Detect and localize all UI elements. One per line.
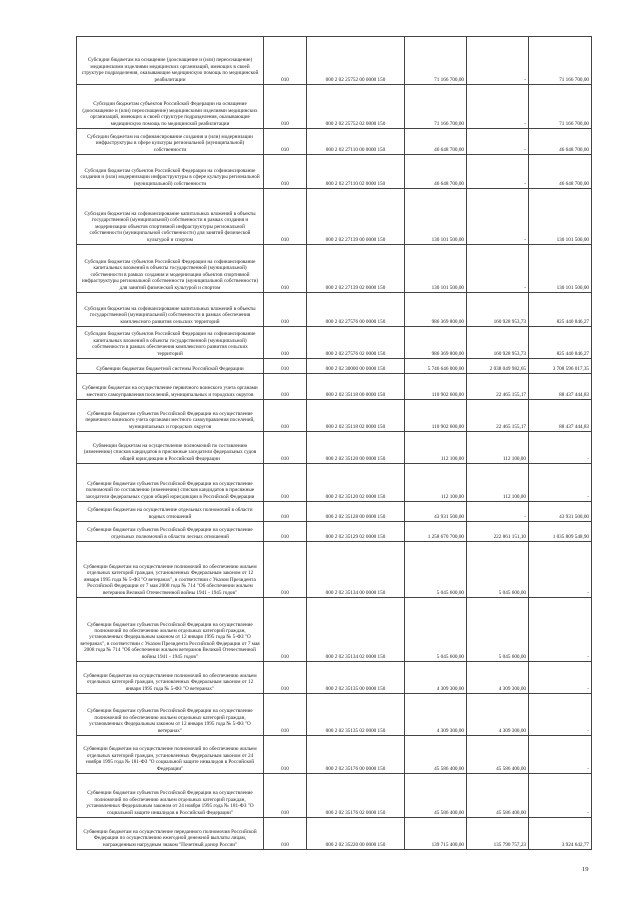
row-executed-amount: -: [467, 37, 529, 85]
row-remainder-amount: 1 035 809 548,90: [529, 522, 592, 542]
row-classification-code: 000 2 02 35129 02 0000 150: [307, 522, 405, 542]
row-classification-code: 000 2 02 35118 00 0000 150: [307, 374, 405, 400]
row-remainder-amount: -: [529, 694, 592, 736]
row-executed-amount: 45 586 400,00: [467, 736, 529, 774]
table-row: [77, 598, 592, 662]
row-remainder-amount: 825 440 846,27: [529, 327, 592, 359]
row-executed-amount: 160 928 953,73: [467, 327, 529, 359]
row-approved-amount: 46 648 700,00: [405, 155, 467, 189]
row-approved-amount: 45 586 400,00: [405, 774, 467, 818]
row-line-code: 010: [264, 598, 307, 662]
row-approved-amount: 110 902 600,00: [405, 374, 467, 400]
row-approved-amount: 130 101 500,00: [405, 245, 467, 293]
row-approved-amount: 986 369 800,00: [405, 327, 467, 359]
row-classification-code: 000 2 02 35220 00 0000 150: [307, 818, 405, 850]
row-description: Субвенции бюджетам на осуществление переданного полномочия Российской Федерации по осуществлению ежегодной денежной выплаты лицам, награжденным нагрудным знаком "Почетный донор России": [77, 818, 264, 850]
row-description: Субсидии бюджетам субъектов Российской Федерации на оснащение (дооснащение и (или) переоснащение) медицинскими изделиями медицинских организаций, имеющих в своей структуре подразделения, оказывающие медицинскую помощь по медицинской реабилитации: [77, 85, 264, 129]
row-classification-code: 000 2 02 35134 00 0000 150: [307, 542, 405, 598]
table-row: [77, 774, 592, 818]
table-row: [77, 37, 592, 85]
row-approved-amount: 112 100,00: [405, 464, 467, 502]
row-description: Субсидии бюджетам на софинансирование капитальных вложений в объекты государственной (муниципальной) собственности в рамках создания и модернизации объектов спортивной инфраструктуры региональной собственности (муниципальной собственности) для занятий физической культурой и спортом: [77, 189, 264, 245]
row-remainder-amount: 71 166 700,00: [529, 85, 592, 129]
row-approved-amount: 46 648 700,00: [405, 129, 467, 155]
row-approved-amount: 4 309 300,00: [405, 662, 467, 694]
row-executed-amount: 4 309 300,00: [467, 694, 529, 736]
row-line-code: 010: [264, 432, 307, 464]
row-remainder-amount: -: [529, 542, 592, 598]
row-approved-amount: 4 309 300,00: [405, 694, 467, 736]
row-approved-amount: 110 902 600,00: [405, 400, 467, 432]
row-classification-code: 000 2 02 35120 00 0000 150: [307, 432, 405, 464]
row-executed-amount: -: [467, 129, 529, 155]
row-classification-code: 000 2 02 35120 02 0000 150: [307, 464, 405, 502]
row-line-code: 010: [264, 189, 307, 245]
row-classification-code: 000 2 02 27576 02 0000 150: [307, 327, 405, 359]
row-approved-amount: 71 166 700,00: [405, 37, 467, 85]
row-remainder-amount: 825 440 846,27: [529, 293, 592, 327]
row-classification-code: 000 2 02 35128 00 0000 150: [307, 502, 405, 522]
row-line-code: 010: [264, 662, 307, 694]
row-approved-amount: 1 258 670 700,00: [405, 522, 467, 542]
table-row: [77, 522, 592, 542]
row-executed-amount: 135 790 757,23: [467, 818, 529, 850]
row-line-code: 010: [264, 293, 307, 327]
row-executed-amount: 45 586 400,00: [467, 774, 529, 818]
table-row: [77, 155, 592, 189]
row-classification-code: 000 2 02 35176 02 0000 150: [307, 774, 405, 818]
table-row: [77, 85, 592, 129]
row-executed-amount: 112 100,00: [467, 464, 529, 502]
page-number: 19: [582, 866, 589, 873]
row-line-code: 010: [264, 245, 307, 293]
row-line-code: 010: [264, 464, 307, 502]
table-row: [77, 293, 592, 327]
row-executed-amount: 2 038 049 982,65: [467, 359, 529, 374]
row-classification-code: 000 2 02 35118 02 0000 150: [307, 400, 405, 432]
row-description: Субсидии бюджетам субъектов Российской Федерации на софинансирование создания и (или) модернизации инфраструктуры в сфере культуры региональной (муниципальной) собственности: [77, 155, 264, 189]
row-line-code: 010: [264, 400, 307, 432]
row-executed-amount: -: [467, 189, 529, 245]
table-row: [77, 736, 592, 774]
row-executed-amount: -: [467, 245, 529, 293]
row-executed-amount: 222 861 151,10: [467, 522, 529, 542]
row-description: Субвенции бюджетам на осуществление полномочий по составлению (изменению) списков кандидатов в присяжные заседатели федеральных судов общей юрисдикции в Российской Федерации: [77, 432, 264, 464]
row-approved-amount: 5 045 600,00: [405, 542, 467, 598]
row-classification-code: 000 2 02 27110 02 0000 150: [307, 155, 405, 189]
row-approved-amount: 45 586 400,00: [405, 736, 467, 774]
row-description: Субвенции бюджетам на осуществление полномочий по обеспечению жильем отдельных категорий граждан, установленных Федеральным законом от 12 января 1995 года № 5-ФЗ "О ветеранах", в соответствии с Указом Президента Российской Федерации от 7 мая 2008 года № 714 "Об обеспечении жильем ветеранов Великой Отечественной войны 1941 - 1945 годов": [77, 542, 264, 598]
row-executed-amount: 22 465 155,17: [467, 400, 529, 432]
table-row: [77, 327, 592, 359]
row-line-code: 010: [264, 736, 307, 774]
row-description: Субсидии бюджетам на софинансирование капитальных вложений в объекты государственной (муниципальной) собственности в рамках обеспечения комплексного развития сельских территорий: [77, 293, 264, 327]
row-line-code: 010: [264, 85, 307, 129]
row-description: Субвенции бюджетам на осуществление полномочий по обеспечению жильем отдельных категорий граждан, установленных Федеральным законом от 12 января 1995 года № 5-ФЗ "О ветеранах": [77, 662, 264, 694]
row-description: Субсидии бюджетам субъектов Российской Федерации на софинансирование капитальных вложений в объекты государственной (муниципальной) собственности в рамках обеспечения комплексного развития сельских территорий: [77, 327, 264, 359]
row-executed-amount: 5 045 600,00: [467, 542, 529, 598]
row-line-code: 010: [264, 502, 307, 522]
row-description: Субсидии бюджетам на софинансирование создания и (или) модернизации инфраструктуры в сфере культуры региональной (муниципальной) собственности: [77, 129, 264, 155]
row-executed-amount: 5 045 600,00: [467, 598, 529, 662]
row-executed-amount: -: [467, 85, 529, 129]
row-description: Субсидии бюджетам субъектов Российской Федерации на софинансирование капитальных вложений в объекты государственной (муниципальной) собственности в рамках создания и модернизации объектов спортивной инфраструктуры региональной собственности (муниципальной собственности) для занятий физической культурой и спортом: [77, 245, 264, 293]
row-executed-amount: 22 465 155,17: [467, 374, 529, 400]
row-remainder-amount: -: [529, 464, 592, 502]
row-description: Субсидии бюджетам на оснащение (дооснащение и (или) переоснащение) медицинскими изделиями медицинских организаций, имеющих в своей структуре подразделения, оказывающие медицинскую помощь по медицинской реабилитации: [77, 37, 264, 85]
row-classification-code: 000 2 02 35135 02 0000 150: [307, 694, 405, 736]
row-remainder-amount: 88 437 444,83: [529, 374, 592, 400]
table-row: [77, 374, 592, 400]
table-body: [77, 37, 592, 850]
table-row: [77, 662, 592, 694]
row-classification-code: 000 2 02 35134 02 0000 150: [307, 598, 405, 662]
table-row: [77, 189, 592, 245]
row-remainder-amount: -: [529, 774, 592, 818]
row-line-code: 010: [264, 374, 307, 400]
table-row: [77, 542, 592, 598]
row-approved-amount: 130 101 500,00: [405, 189, 467, 245]
row-executed-amount: 112 100,00: [467, 432, 529, 464]
row-classification-code: 000 2 02 30000 00 0000 150: [307, 359, 405, 374]
row-remainder-amount: 3 924 642,77: [529, 818, 592, 850]
row-remainder-amount: 46 648 700,00: [529, 129, 592, 155]
row-remainder-amount: 3 708 596 017,35: [529, 359, 592, 374]
row-description: Субвенции бюджетам бюджетной системы Российской Федерации: [77, 359, 264, 374]
row-description: Субвенции бюджетам субъектов Российской Федерации на осуществление отдельных полномочий в области лесных отношений: [77, 522, 264, 542]
row-description: Субвенции бюджетам субъектов Российской Федерации на осуществление полномочий по обеспечению жильем отдельных категорий граждан, установленных Федеральным законом от 12 января 1995 года № 5-ФЗ "О ветеранах", в соответствии с Указом Президента Российской Федерации от 7 мая 2008 года № 714 "Об обеспечении жильем ветеранов Великой Отечественной войны 1941 - 1945 годов": [77, 598, 264, 662]
row-approved-amount: 71 166 700,00: [405, 85, 467, 129]
table-row: [77, 502, 592, 522]
row-classification-code: 000 2 02 27139 00 0000 150: [307, 189, 405, 245]
row-classification-code: 000 2 02 35176 00 0000 150: [307, 736, 405, 774]
table-row: [77, 359, 592, 374]
row-description: Субвенции бюджетам на осуществление первичного воинского учета органами местного самоуправления поселений, муниципальных и городских округов: [77, 374, 264, 400]
row-remainder-amount: -: [529, 598, 592, 662]
row-classification-code: 000 2 02 27139 02 0000 150: [307, 245, 405, 293]
row-description: Субвенции бюджетам на осуществление отдельных полномочий в области водных отношений: [77, 502, 264, 522]
table-row: [77, 694, 592, 736]
row-line-code: 010: [264, 542, 307, 598]
row-description: Субвенции бюджетам на осуществление полномочий по обеспечению жильем отдельных категорий граждан, установленных Федеральным законом от 24 ноября 1995 года № 181-ФЗ "О социальной защите инвалидов в Российской Федерации": [77, 736, 264, 774]
row-line-code: 010: [264, 359, 307, 374]
budget-table: [76, 36, 592, 850]
row-line-code: 010: [264, 129, 307, 155]
row-classification-code: 000 2 02 35135 00 0000 150: [307, 662, 405, 694]
row-classification-code: 000 2 02 27576 00 0000 150: [307, 293, 405, 327]
row-line-code: 010: [264, 327, 307, 359]
row-description: Субвенции бюджетам субъектов Российской Федерации на осуществление полномочий по обеспечению жильем отдельных категорий граждан, установленных Федеральным законом от 12 января 1995 года № 5-ФЗ "О ветеранах": [77, 694, 264, 736]
row-line-code: 010: [264, 37, 307, 85]
row-description: Субвенции бюджетам субъектов Российской Федерации на осуществление полномочий по обеспечению жильем отдельных категорий граждан, установленных Федеральным законом от 24 ноября 1995 года № 181-ФЗ "О социальной защите инвалидов в Российской Федерации": [77, 774, 264, 818]
row-executed-amount: 4 309 300,00: [467, 662, 529, 694]
row-classification-code: 000 2 02 27110 00 0000 150: [307, 129, 405, 155]
row-approved-amount: 5 746 646 000,00: [405, 359, 467, 374]
row-description: Субвенции бюджетам субъектов Российской Федерации на осуществление полномочий по составлению (изменению) списков кандидатов в присяжные заседатели федеральных судов общей юрисдикции в Российской Федерации: [77, 464, 264, 502]
row-approved-amount: 139 715 400,00: [405, 818, 467, 850]
row-remainder-amount: 130 101 500,00: [529, 189, 592, 245]
row-executed-amount: -: [467, 155, 529, 189]
row-executed-amount: 160 928 953,73: [467, 293, 529, 327]
table-row: [77, 432, 592, 464]
row-remainder-amount: 43 931 500,00: [529, 502, 592, 522]
row-remainder-amount: 130 101 500,00: [529, 245, 592, 293]
row-description: Субвенции бюджетам субъектов Российской Федерации на осуществление первичного воинского учета органами местного самоуправления поселений, муниципальных и городских округов: [77, 400, 264, 432]
row-approved-amount: 5 045 600,00: [405, 598, 467, 662]
row-line-code: 010: [264, 818, 307, 850]
row-line-code: 010: [264, 694, 307, 736]
row-classification-code: 000 2 02 25752 02 0000 150: [307, 85, 405, 129]
table-row: [77, 400, 592, 432]
row-remainder-amount: -: [529, 662, 592, 694]
table-row: [77, 464, 592, 502]
row-remainder-amount: 71 166 700,00: [529, 37, 592, 85]
row-remainder-amount: 88 437 444,83: [529, 400, 592, 432]
row-approved-amount: 43 931 500,00: [405, 502, 467, 522]
row-classification-code: 000 2 02 25752 00 0000 150: [307, 37, 405, 85]
row-remainder-amount: -: [529, 432, 592, 464]
row-approved-amount: 112 100,00: [405, 432, 467, 464]
row-remainder-amount: -: [529, 736, 592, 774]
table-row: [77, 245, 592, 293]
row-line-code: 010: [264, 522, 307, 542]
table-row: [77, 129, 592, 155]
row-line-code: 010: [264, 774, 307, 818]
row-executed-amount: -: [467, 502, 529, 522]
row-approved-amount: 986 369 800,00: [405, 293, 467, 327]
table-row: [77, 818, 592, 850]
row-remainder-amount: 46 648 700,00: [529, 155, 592, 189]
row-line-code: 010: [264, 155, 307, 189]
